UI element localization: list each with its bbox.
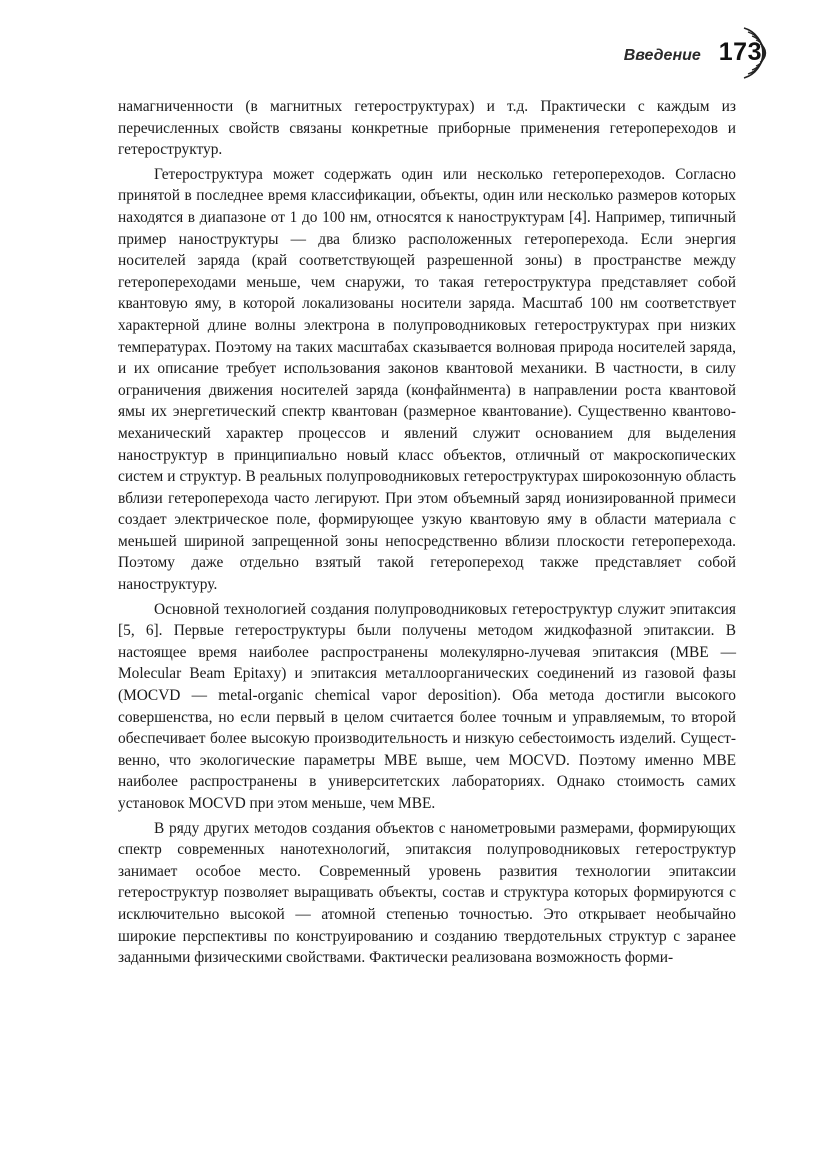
paragraph-continuation: намагниченности (в магнитных гетероструктурах) и т.д. Практически с каждым из перечисленных свойств связаны конкретные приборные применения гетеропереходов и гетероструктур. [118,98,736,159]
paragraph-heterostructure: Гетероструктура может содержать один или несколько гетеропереходов. Согласно принятой в последнее время классификации, объекты, один или несколько размеров которых находятся в диапазоне от 1 до 100 нм, относятся к наноструктурам [4]. Например, типичный пример наноструктуры — два близко расположенных гетероперехода. Если энергия носителей заряда (край соответствующей разрешенной зоны) в пространстве между гетеропереходами меньше, чем снаружи, то такая гетероструктура представляет собой квантовую яму, в которой локализованы носители заряда. Масштаб 100 нм соответствует характерной длине волны электрона в полупроводниковых гетероструктурах при низких температурах. Поэтому на таких масштабах сказывается волновая природа носителей заряда, и их описание требует использования законов квантовой механики. В частности, в силу ограничения движения носителей заряда (конфайнмента) в направлении роста квантовой ямы их энергетический спектр квантован (размерное квантование). Существенно квантово-механический характер процессов и явлений служит основанием для выделения наноструктур в принципиально новый класс объектов, отличный от макроскопических систем и структур. В реальных полупроводниковых гетероструктурах широкозонную область вблизи гетероперехода часто легируют. При этом объемный заряд ионизированной примеси создает электрическое поле, формирующее узкую квантовую яму в области материала с меньшей шириной запрещенной зоны непосредственно вблизи плоскости гетероперехода. Поэтому даже отдельно взятый такой гетеропереход также представляет собой наноструктуру. [118,165,736,594]
section-title: Введение [623,47,701,64]
paragraph-nanotechnology: В ряду других методов создания объектов с нанометровыми размерами, формирующих спектр современных нанотехнологий, эпитаксия полупроводниковых гетероструктур занимает особое место. Современный уровень развития технологии эпитаксии гетероструктур позволяет выращивать объекты, состав и структура которых формируются с исключительно высокой — атомной степенью точностью. Это открывает необычайно широкие перспективы по конструированию и созданию твердотельных структур с заранее заданными физическими свойствами. Фактически реализована возможность форми- [118,819,736,967]
paragraph-epitaxy: Основной технологией создания полупроводниковых гетероструктур служит эпитаксия [5, 6]. Первые гетероструктуры были получены методом жидкофазной эпитаксии. В настоящее время наиболее распространены молекулярно-лучевая эпитаксия (MBE — Molecular Beam Epitaxy) и эпитаксия металлоорганических соединений из газовой фазы (MOCVD — metal-organic chemical vapor deposition). Оба метода достигли высокого совершенства, но если первый в целом считается более точным и управляемым, то второй обеспечивает более высокую производительность и низкую себестоимость изделий. Существенно, что экологические параметры MBE выше, чем MOCVD. Поэтому именно MBE наиболее распространены в университетских лабораториях. Однако стоимость самих установок MOCVD при этом меньше, чем MBE. [118,600,736,812]
body-text [118,96,736,969]
running-header [624,22,762,82]
page-number: 173 [718,37,762,66]
